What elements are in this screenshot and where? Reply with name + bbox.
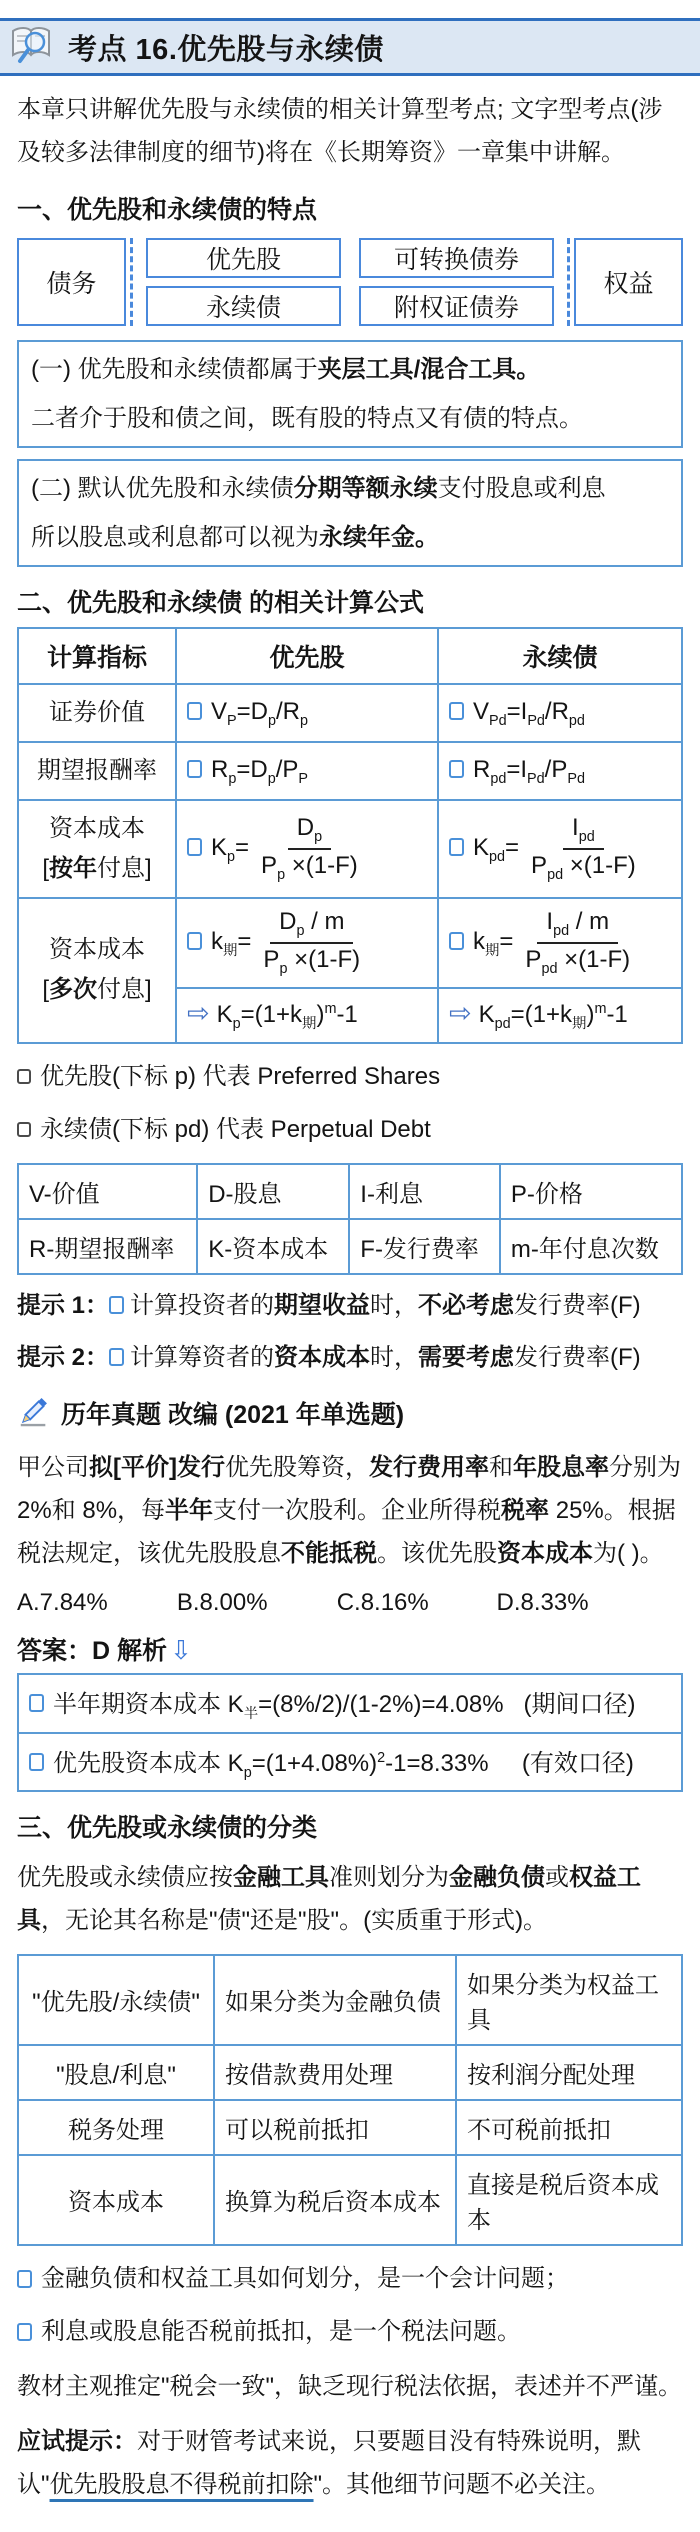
formula-table: [17, 627, 683, 1044]
topic-header: [0, 18, 700, 76]
class-cell: 按借款费用处理: [214, 2045, 456, 2100]
bullet-square-icon: [17, 1069, 31, 1084]
annual-cost-formula-ps: $K_p=$ $\frac{D_p}{P_p \times(1-F)}$: [176, 800, 438, 898]
class-cell: 如果分类为权益工具: [456, 1955, 682, 2045]
classification-row: [18, 2155, 682, 2245]
formula-header-row: [18, 628, 682, 684]
bullet-square-icon: [449, 702, 464, 720]
legend-cell: F-发行费率: [349, 1219, 500, 1274]
annual-cost-formula-pd: $K_{pd}=$ $\frac{I_{pd}}{P_{pd} \times(1-F)}$: [438, 800, 682, 898]
exam-heading-text: 历年真题 改编 (2021 年单选题): [61, 1401, 405, 1430]
exam-question: 甲公司拟[平价]发行优先股筹资，发行费用率和年股息率分别为2%和 8%，每半年支付一次股利。企业所得税税率 25%。根据税法规定，该优先股股息不能抵税。该优先股资本成本为( )。: [17, 1453, 681, 1567]
header-perpetual: 永续债: [438, 628, 682, 684]
bullet-square-icon: [187, 932, 202, 950]
bullet-square-icon: [187, 702, 202, 720]
classification-row: [18, 2100, 682, 2155]
bullet-square-icon: [109, 1296, 124, 1314]
section1-heading: 一、优先股和永续债的特点: [17, 196, 318, 224]
legend-cell: K-资本成本: [197, 1219, 349, 1274]
class-cell: 如果分类为金融负债: [214, 1955, 456, 2045]
book-magnifier-icon: [8, 24, 56, 71]
option-b: B.8.00%: [176, 1588, 268, 1616]
return-formula-ps: $R_p=D_p/P_P$: [176, 742, 438, 800]
option-d: D.8.33%: [496, 1588, 589, 1616]
value-formula-pd: $V_{Pd}=I_{Pd}/R_{pd}$: [438, 684, 682, 742]
value-row: [18, 684, 682, 742]
return-label: 期望报酬率: [18, 742, 176, 800]
subscript-note-p: 优先股(下标 p) 代表 Preferred Shares: [17, 1057, 683, 1097]
intro-paragraph: 本章只讲解优先股与永续债的相关计算型考点; 文字型考点(涉及较多法律制度的细节)将在《长期筹资》一章集中讲解。: [17, 96, 663, 166]
annual-cost-label: 资本成本 [按年付息]: [18, 800, 176, 898]
legend-cell: m-年付息次数: [500, 1219, 682, 1274]
solution-step-1: 半年期资本成本 $K_半=(8\%/2)/(1-2\%)=4.08\%$ (期间口径): [19, 1675, 681, 1734]
exam-heading: [17, 1393, 683, 1434]
multi-cost-row: [18, 898, 682, 988]
feature-1-line-1: (一) 优先股和永续债都属于夹层工具/混合工具。: [31, 356, 541, 383]
textbook-comment: 教材主观推定"税会一致"，缺乏现行税法依据，表述并不严谨。: [17, 2372, 683, 2400]
bullet-square-icon: [109, 1348, 124, 1366]
legend-cell: I-利息: [349, 1164, 500, 1219]
study-note-page: [0, 18, 700, 2532]
bullet-square-icon: [17, 2323, 32, 2341]
right-arrow-icon: ⇨: [187, 998, 210, 1029]
legend-row: [18, 1164, 682, 1219]
debt-box: 债务: [17, 238, 126, 326]
bullet-square-icon: [17, 2270, 32, 2288]
symbol-legend-table: [17, 1163, 683, 1275]
class-cell: 不可税前抵扣: [456, 2100, 682, 2155]
bullet-square-icon: [29, 1694, 44, 1712]
perpetual-debt-box: 永续债: [146, 286, 341, 326]
bullet-square-icon: [187, 760, 202, 778]
multi-cost-formula-ps: $k_期=$ $\frac{D_p / m}{P_p \times(1-F)}$: [176, 898, 438, 988]
feature-box-1: [17, 340, 683, 448]
answer-options: [17, 1589, 656, 1617]
solution-box: [17, 1673, 683, 1792]
header-preferred: 优先股: [176, 628, 438, 684]
effective-rate-ps: ⇨ $K_p=(1+k_期)^m-1$: [176, 988, 438, 1043]
tax-note: 利息或股息能否税前抵扣，是一个税法问题。: [17, 2312, 683, 2352]
legend-cell: P-价格: [500, 1164, 682, 1219]
option-c: C.8.16%: [336, 1588, 429, 1616]
value-label: 证券价值: [18, 684, 176, 742]
feature-box-2: [17, 459, 683, 567]
tip-2: 提示 2： 计算筹资者的资本成本时，需要考虑发行费率(F): [17, 1343, 641, 1371]
classification-row: [18, 1955, 682, 2045]
header-indicator: 计算指标: [18, 628, 176, 684]
bullet-square-icon: [17, 1122, 31, 1137]
return-row: [18, 742, 682, 800]
legend-cell: R-期望报酬率: [18, 1219, 197, 1274]
class-cell: 直接是税后资本成本: [456, 2155, 682, 2245]
class-cell: 按利润分配处理: [456, 2045, 682, 2100]
bullet-square-icon: [449, 932, 464, 950]
answer-line: 答案：D 解析 ⇩: [17, 1634, 192, 1665]
bullet-square-icon: [449, 760, 464, 778]
value-formula-ps: $V_P=D_p/R_p$: [176, 684, 438, 742]
exam-advice: 应试提示：对于财管考试来说，只要题目没有特殊说明，默认"优先股股息不得税前扣除"。其他细节问题不必关注。: [17, 2427, 641, 2498]
convertible-bond-box: 可转换债券: [359, 238, 554, 278]
class-cell: 资本成本: [18, 2155, 214, 2245]
dashed-divider-left: [130, 238, 133, 326]
annual-cost-row: [18, 800, 682, 898]
class-cell: "股息/利息": [18, 2045, 214, 2100]
topic-title: 考点 16.优先股与永续债: [68, 33, 384, 66]
tip-1: 提示 1： 计算投资者的期望收益时，不必考虑发行费率(F): [17, 1291, 641, 1319]
subscript-note-pd: 永续债(下标 pd) 代表 Perpetual Debt: [17, 1110, 683, 1150]
classification-intro: 优先股或永续债应按金融工具准则划分为金融负债或权益工具，无论其名称是"债"还是"股"。(实质重于形式)。: [17, 1863, 641, 1934]
bullet-square-icon: [449, 838, 464, 856]
bullet-square-icon: [29, 1753, 44, 1771]
classification-table: [17, 1954, 683, 2246]
return-formula-pd: $R_{pd}=I_{Pd}/P_{Pd}$: [438, 742, 682, 800]
accounting-note: 金融负债和权益工具如何划分，是一个会计问题；: [17, 2259, 683, 2299]
down-arrow-icon: ⇩: [170, 1634, 192, 1665]
warrant-bond-box: 附权证债券: [359, 286, 554, 326]
section2-heading: 二、优先股和永续债 的相关计算公式: [17, 589, 424, 617]
class-cell: "优先股/永续债": [18, 1955, 214, 2045]
pencil-icon: [17, 1393, 51, 1434]
legend-row: [18, 1219, 682, 1274]
feature-2-line-1: (二) 默认优先股和永续债分期等额永续支付股息或利息: [31, 475, 606, 502]
equity-box: 权益: [574, 238, 683, 326]
instrument-spectrum-diagram: [17, 238, 683, 326]
effective-rate-pd: ⇨ $K_{pd}=(1+k_期)^m-1$: [438, 988, 682, 1043]
multi-cost-formula-pd: $k_期=$ $\frac{I_{pd} / m}{P_{pd} \times(1-F)}$: [438, 898, 682, 988]
legend-cell: V-价值: [18, 1164, 197, 1219]
multi-cost-label: 资本成本 [多次付息]: [18, 898, 176, 1043]
dashed-divider-right: [567, 238, 570, 326]
feature-1-line-2: 二者介于股和债之间，既有股的特点又有债的特点。: [31, 405, 583, 432]
section3-heading: 三、优先股或永续债的分类: [17, 1813, 318, 1842]
class-cell: 可以税前抵扣: [214, 2100, 456, 2155]
legend-cell: D-股息: [197, 1164, 349, 1219]
class-cell: 税务处理: [18, 2100, 214, 2155]
classification-row: [18, 2045, 682, 2100]
feature-2-line-2: 所以股息或利息都可以视为永续年金。: [31, 524, 439, 551]
preferred-stock-box: 优先股: [146, 238, 341, 278]
option-a: A.7.84%: [17, 1588, 108, 1616]
bullet-square-icon: [187, 838, 202, 856]
right-arrow-icon: ⇨: [449, 998, 472, 1029]
class-cell: 换算为税后资本成本: [214, 2155, 456, 2245]
solution-step-2: 优先股资本成本 $K_p=(1+4.08\%)^2-1=8.33\%$ (有效口径): [19, 1734, 681, 1790]
